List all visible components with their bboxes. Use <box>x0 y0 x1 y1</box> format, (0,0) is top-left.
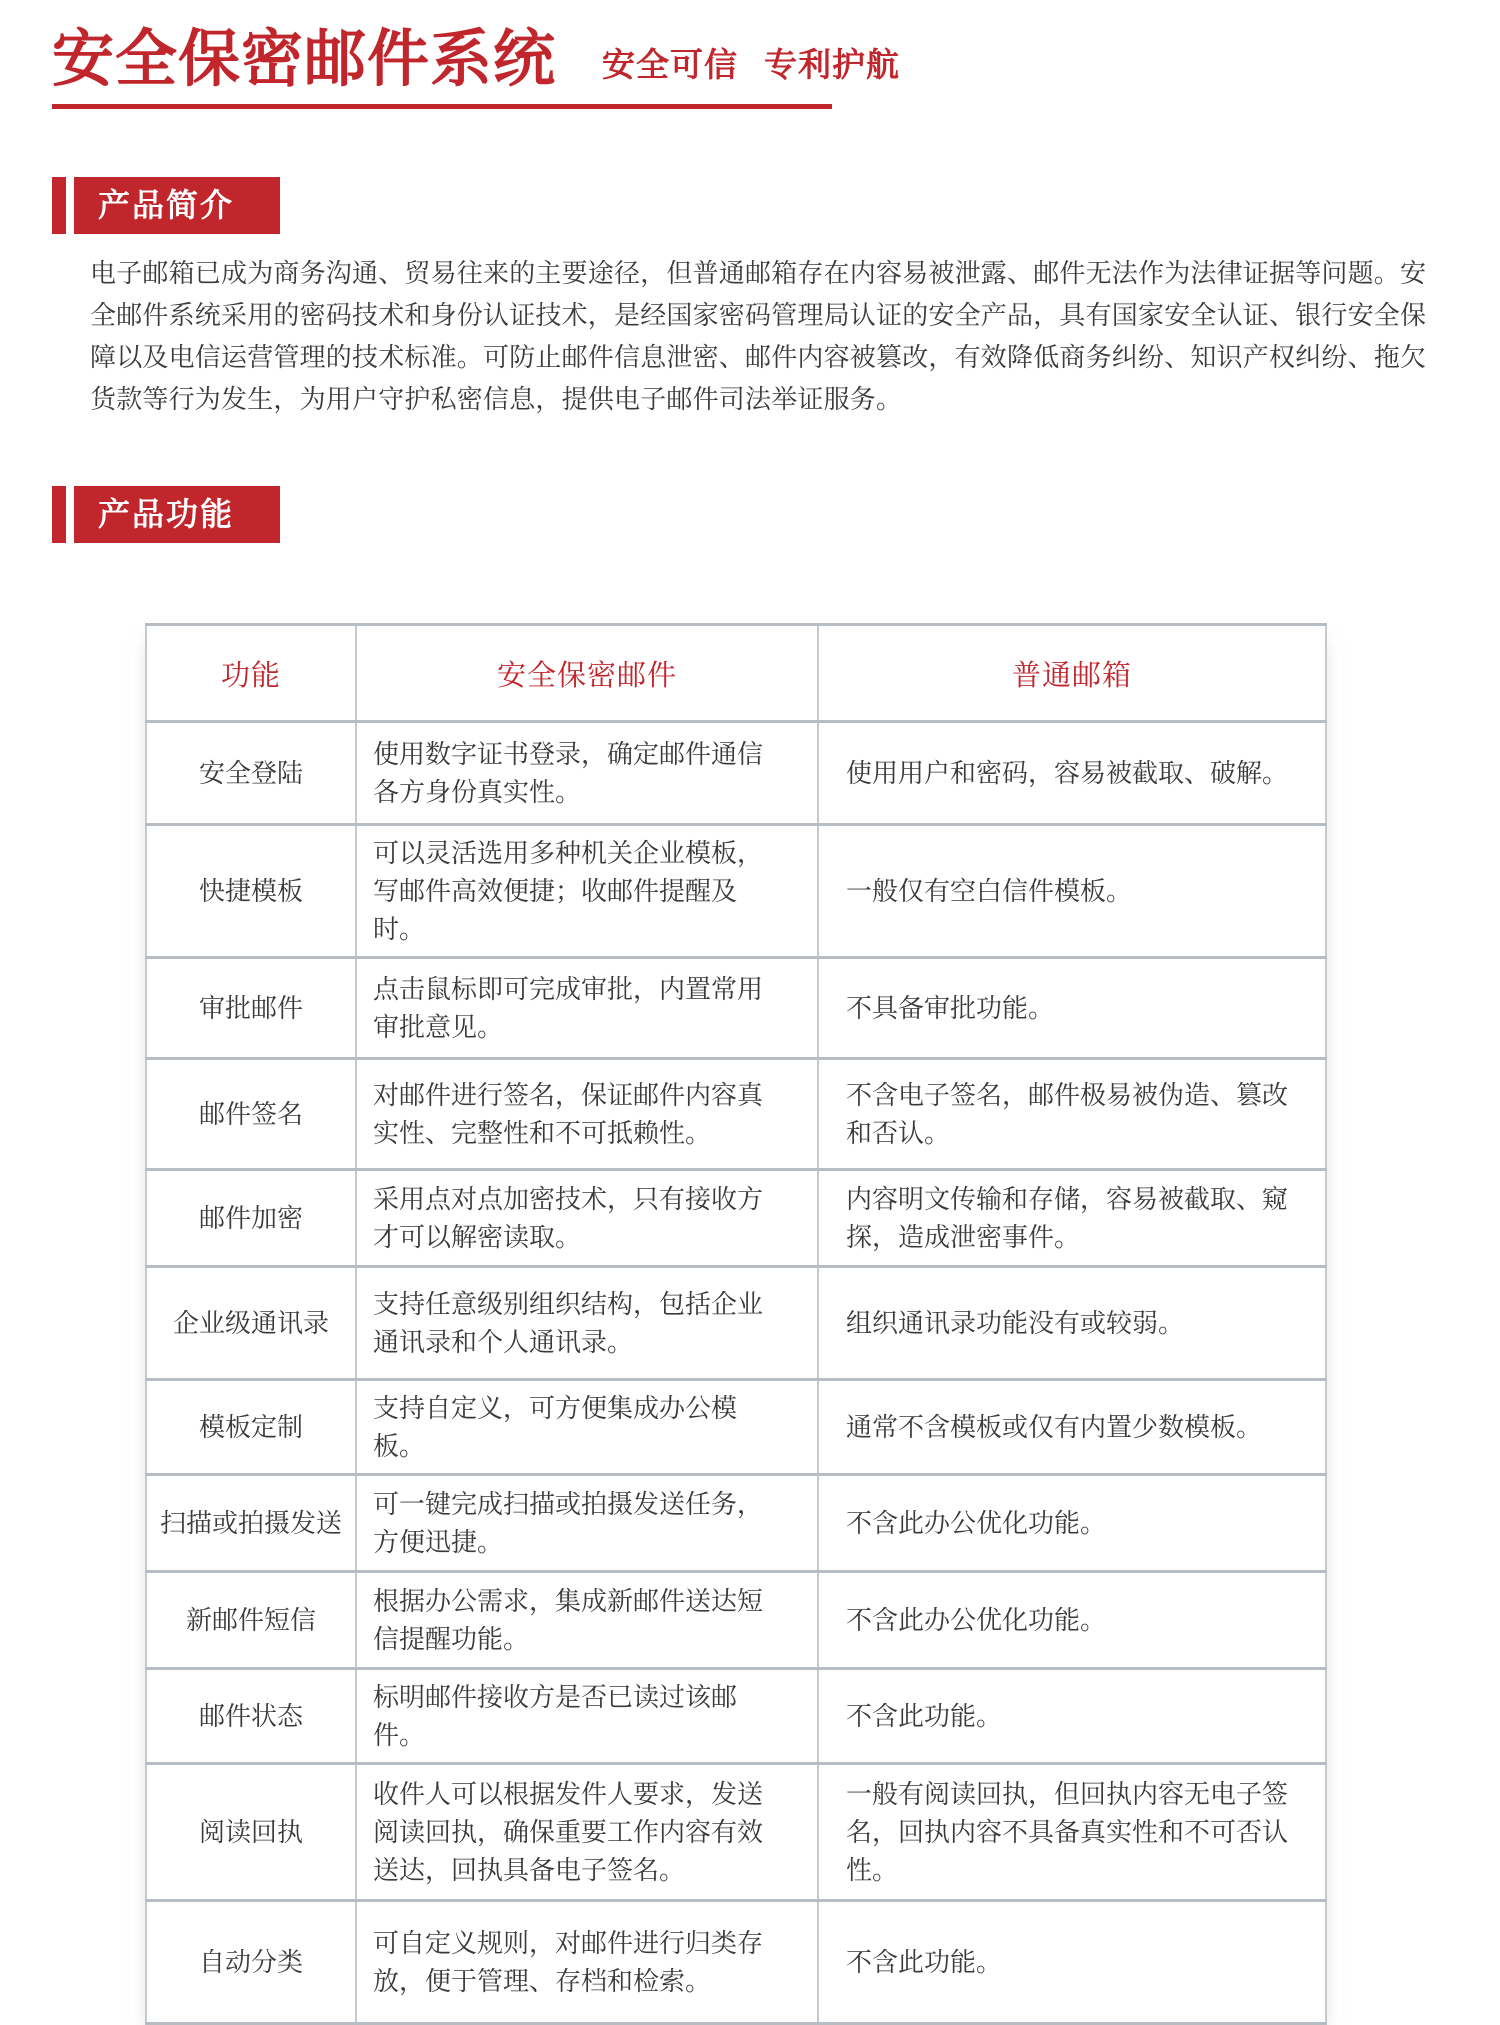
intro-paragraph: 电子邮箱已成为商务沟通、贸易往来的主要途径，但普通邮箱存在内容易被泄露、邮件无法作为法律证据等问题。安全邮件系统采用的密码技术和身份认证技术，是经国家密码管理局认证的安全产品，具有国家安全认证、银行安全保障以及电信运营管理的技术标准。可防止邮件信息泄密、邮件内容被篡改，有效降低商务纠纷、知识产权纠纷、拖欠货款等行为发生，为用户守护私密信息，提供电子邮件司法举证服务。 <box>90 258 1427 414</box>
table-body <box>146 722 1326 2024</box>
cell-function-name: 安全登陆 <box>146 722 356 825</box>
cell-secure-mail-desc: 可自定义规则，对邮件进行归类存放，便于管理、存档和检索。 <box>356 1901 818 2024</box>
table-row <box>146 1764 1326 1901</box>
cell-ordinary-mail-desc: 通常不含模板或仅有内置少数模板。 <box>818 1380 1326 1475</box>
cell-secure-mail-desc: 支持任意级别组织结构，包括企业通讯录和个人通讯录。 <box>356 1267 818 1380</box>
cell-function-name: 企业级通讯录 <box>146 1267 356 1380</box>
column-header-ordinary-mail: 普通邮箱 <box>818 625 1326 722</box>
cell-secure-mail-desc: 对邮件进行签名，保证邮件内容真实性、完整性和不可抵赖性。 <box>356 1059 818 1170</box>
section-label-features-text: 产品功能 <box>74 486 280 543</box>
cell-ordinary-mail-desc: 不含此办公优化功能。 <box>818 1475 1326 1572</box>
cell-ordinary-mail-desc: 不含此功能。 <box>818 1901 1326 2024</box>
cell-function-name: 邮件签名 <box>146 1059 356 1170</box>
section-accent-bar <box>52 177 66 234</box>
table-row <box>146 1901 1326 2024</box>
cell-ordinary-mail-desc: 一般有阅读回执，但回执内容无电子签名，回执内容不具备真实性和不可否认性。 <box>818 1764 1326 1901</box>
section-label-intro-text: 产品简介 <box>74 177 280 234</box>
cell-function-name: 邮件加密 <box>146 1170 356 1267</box>
cell-function-name: 模板定制 <box>146 1380 356 1475</box>
section-accent-bar <box>52 486 66 543</box>
cell-ordinary-mail-desc: 不具备审批功能。 <box>818 958 1326 1059</box>
cell-secure-mail-desc: 支持自定义，可方便集成办公模板。 <box>356 1380 818 1475</box>
table-row <box>146 1380 1326 1475</box>
cell-ordinary-mail-desc: 不含此办公优化功能。 <box>818 1572 1326 1669</box>
page-title: 安全保密邮件系统 <box>52 25 557 94</box>
table-row <box>146 958 1326 1059</box>
cell-ordinary-mail-desc: 组织通讯录功能没有或较弱。 <box>818 1267 1326 1380</box>
cell-ordinary-mail-desc: 不含此功能。 <box>818 1669 1326 1764</box>
cell-ordinary-mail-desc: 不含电子签名，邮件极易被伪造、篡改和否认。 <box>818 1059 1326 1170</box>
table-row <box>146 722 1326 825</box>
cell-ordinary-mail-desc: 内容明文传输和存储，容易被截取、窥探，造成泄密事件。 <box>818 1170 1326 1267</box>
cell-function-name: 扫描或拍摄发送 <box>146 1475 356 1572</box>
cell-ordinary-mail-desc: 使用用户和密码，容易被截取、破解。 <box>818 722 1326 825</box>
column-header-secure-mail: 安全保密邮件 <box>356 625 818 722</box>
cell-function-name: 快捷模板 <box>146 825 356 958</box>
subtitle-part-patent: 专利护航 <box>764 46 901 84</box>
table-row <box>146 1475 1326 1572</box>
page-header <box>52 26 900 94</box>
cell-function-name: 审批邮件 <box>146 958 356 1059</box>
cell-ordinary-mail-desc: 一般仅有空白信件模板。 <box>818 825 1326 958</box>
table-row <box>146 1669 1326 1764</box>
table-row <box>146 1059 1326 1170</box>
cell-secure-mail-desc: 点击鼠标即可完成审批，内置常用审批意见。 <box>356 958 818 1059</box>
cell-secure-mail-desc: 根据办公需求，集成新邮件送达短信提醒功能。 <box>356 1572 818 1669</box>
cell-secure-mail-desc: 可以灵活选用多种机关企业模板，写邮件高效便捷；收邮件提醒及时。 <box>356 825 818 958</box>
section-label-features <box>52 486 280 543</box>
cell-function-name: 自动分类 <box>146 1901 356 2024</box>
feature-comparison-table <box>145 623 1327 2025</box>
title-underline <box>52 104 832 109</box>
page-subtitle <box>602 39 900 94</box>
subtitle-part-trusted: 安全可信 <box>602 46 739 84</box>
table-row <box>146 1170 1326 1267</box>
column-header-function: 功能 <box>146 625 356 722</box>
table-row <box>146 1267 1326 1380</box>
table-row <box>146 825 1326 958</box>
cell-secure-mail-desc: 可一键完成扫描或拍摄发送任务，方便迅捷。 <box>356 1475 818 1572</box>
table-row <box>146 1572 1326 1669</box>
table-header-row <box>146 625 1326 722</box>
cell-secure-mail-desc: 使用数字证书登录，确定邮件通信各方身份真实性。 <box>356 722 818 825</box>
cell-function-name: 阅读回执 <box>146 1764 356 1901</box>
cell-secure-mail-desc: 标明邮件接收方是否已读过该邮件。 <box>356 1669 818 1764</box>
cell-secure-mail-desc: 收件人可以根据发件人要求，发送阅读回执，确保重要工作内容有效送达，回执具备电子签名。 <box>356 1764 818 1901</box>
cell-function-name: 邮件状态 <box>146 1669 356 1764</box>
section-label-intro <box>52 177 280 234</box>
cell-secure-mail-desc: 采用点对点加密技术，只有接收方才可以解密读取。 <box>356 1170 818 1267</box>
cell-function-name: 新邮件短信 <box>146 1572 356 1669</box>
